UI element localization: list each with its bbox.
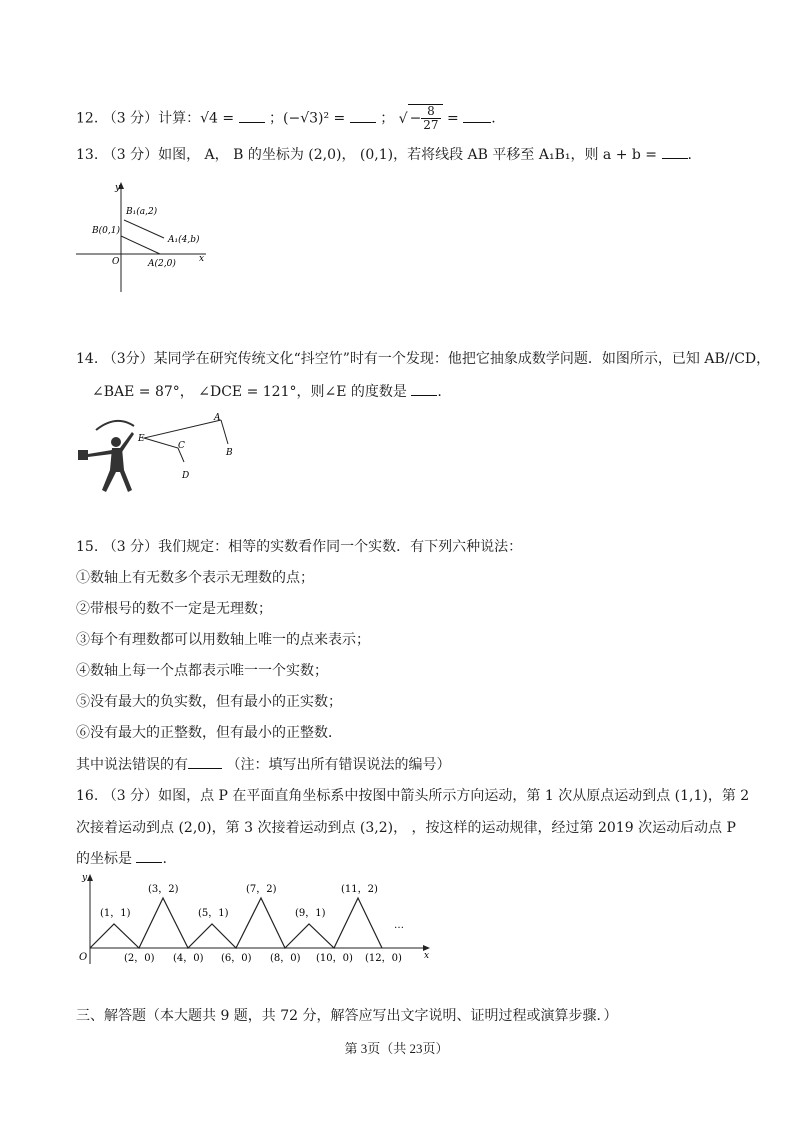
q16-y-arrow — [87, 874, 93, 881]
q14-point-e: E — [138, 434, 145, 444]
question-14-line-2 — [92, 382, 442, 402]
q15-answer-note: （注：填写出所有错误说法的编号） — [226, 757, 451, 773]
q16-point-label: (5，1) — [198, 908, 229, 919]
q16-point-label: (7，2) — [246, 884, 277, 895]
q16-x-label: x — [424, 951, 430, 961]
q16-blank[interactable] — [136, 850, 162, 863]
q15-answer-line — [76, 755, 450, 775]
section-3-heading: 三、解答题（本大题共 9 题，共 72 分，解答应写出文字说明、证明过程或演算步骤．） — [76, 1008, 618, 1024]
q15-item-5: ⑤没有最大的负实数，但有最小的正实数； — [76, 694, 342, 710]
q16-path — [90, 898, 382, 948]
q12-equals: = — [447, 110, 459, 127]
q12-expr-3: √ − $\frac{8}{27}$ — [399, 111, 443, 127]
q16-point-label: (9，1) — [295, 908, 326, 919]
q13-blank[interactable] — [662, 146, 688, 159]
q15-title: 15. （3 分）我们规定：相等的实数看作同一个实数．有下列六种说法： — [76, 539, 523, 555]
question-13 — [76, 145, 692, 165]
q14-point-a: A — [214, 413, 221, 423]
q12-expr-1: √4 = — [200, 110, 235, 127]
q14-point-b: B — [226, 448, 233, 458]
q16-text-1: 16. （3 分）如图，点 P 在平面直角坐标系中按图中箭头所示方向运动，第 1 次从原点运动到点 (1,1)，第 2 — [76, 788, 750, 804]
q15-item-4: ④数轴上每一个点都表示唯一一个实数； — [76, 663, 328, 679]
q16-ellipsis: … — [394, 920, 404, 931]
q16-point-label: (3，2) — [148, 884, 179, 895]
q13-segment-ab — [121, 236, 160, 254]
q13-point-b1: B₁(a,2) — [126, 207, 158, 217]
q15-answer-prompt: 其中说法错误的有 — [76, 757, 188, 773]
question-16-line-1 — [76, 786, 749, 806]
q16-point-label: (1，1) — [100, 908, 131, 919]
q15-blank[interactable] — [188, 756, 222, 769]
q12-separator: ； — [380, 110, 395, 127]
q16-point-label: (11，2) — [341, 884, 378, 895]
q16-point-label: (4，0) — [173, 953, 204, 964]
q16-point-label: (2，0) — [124, 953, 155, 964]
q14-period: . — [437, 384, 442, 400]
q15-item-3: ③每个有理数都可以用数轴上唯一的点来表示； — [76, 632, 370, 648]
q13-point-a: A(2,0) — [148, 259, 176, 269]
kongzhu-player-icon — [78, 421, 134, 492]
q16-origin-label: O — [79, 952, 88, 963]
q14-text-2: ∠BAE = 87°， ∠DCE = 121°，则∠E 的度数是 — [92, 384, 407, 400]
q15-item-2: ②带根号的数不一定是无理数； — [76, 601, 272, 617]
q16-text-3: 的坐标是 — [76, 851, 132, 867]
kongzhu-icon — [78, 450, 88, 460]
q12-blank-2[interactable] — [350, 110, 376, 123]
q13-text: 13. （3 分）如图， A， B 的坐标为 (2,0)， (0,1)，若将线段 AB 平移至 A₁B₁，则 a + b = — [76, 147, 658, 163]
q13-figure — [76, 180, 256, 298]
q16-y-label: y — [82, 873, 88, 883]
q14-segment-ab — [221, 420, 228, 444]
q16-point-label: (12，0) — [365, 953, 402, 964]
q12-fraction — [421, 105, 440, 132]
question-15-title — [76, 537, 522, 557]
q16-point-label: (10，0) — [316, 953, 353, 964]
q16-period: . — [162, 851, 167, 867]
q13-y-label: y — [115, 183, 121, 193]
q13-point-a1: A₁(4,b) — [168, 235, 200, 245]
question-16-line-2 — [76, 818, 736, 838]
q13-x-label: x — [199, 254, 205, 264]
q12-expr-2: (−√3)² = — [283, 110, 346, 127]
q14-text-1: 14. （3分）某同学在研究传统文化“抖空竹”时有一个发现：他把它抽象成数学问题．如图所示，已知 AB//CD， — [76, 351, 771, 367]
q12-period: . — [491, 110, 496, 127]
q13-period: . — [687, 147, 692, 163]
q14-point-c: C — [178, 441, 185, 451]
question-12 — [76, 104, 496, 132]
q15-item-6: ⑥没有最大的正整数，但有最小的正整数． — [76, 725, 342, 741]
q15-item-1: ①数轴上有无数多个表示无理数的点； — [76, 570, 314, 586]
q12-numerator: 8 — [421, 105, 440, 119]
q12-points: （3 分） — [102, 110, 159, 127]
page-footer: 第 3页（共 23页） — [344, 1041, 449, 1056]
q12-denominator: 27 — [423, 118, 439, 132]
q16-figure — [76, 872, 436, 968]
q14-blank[interactable] — [411, 383, 437, 396]
q12-separator: ； — [269, 110, 283, 127]
q13-segment-a1b1 — [124, 220, 164, 238]
q13-origin-label: O — [112, 257, 120, 267]
q16-point-label: (8，0) — [270, 953, 301, 964]
question-16-line-3 — [76, 849, 167, 869]
q16-text-2: 次接着运动到点 (2,0)，第 3 次接着运动到点 (3,2)， ，按这样的运动规律，经过第 2019 次运动后动点 P — [76, 820, 736, 836]
q14-figure — [76, 410, 246, 496]
question-14-line-1 — [76, 349, 770, 369]
q12-text: 计算： — [158, 110, 201, 127]
q12-blank-1[interactable] — [239, 110, 265, 123]
q12-blank-3[interactable] — [463, 110, 491, 123]
q14-point-d: D — [182, 471, 190, 481]
q16-point-label: (6，0) — [221, 953, 252, 964]
q12-neg-sign: − — [409, 110, 422, 127]
q13-point-b: B(0,1) — [92, 226, 120, 236]
q12-number: 12. — [76, 110, 99, 127]
